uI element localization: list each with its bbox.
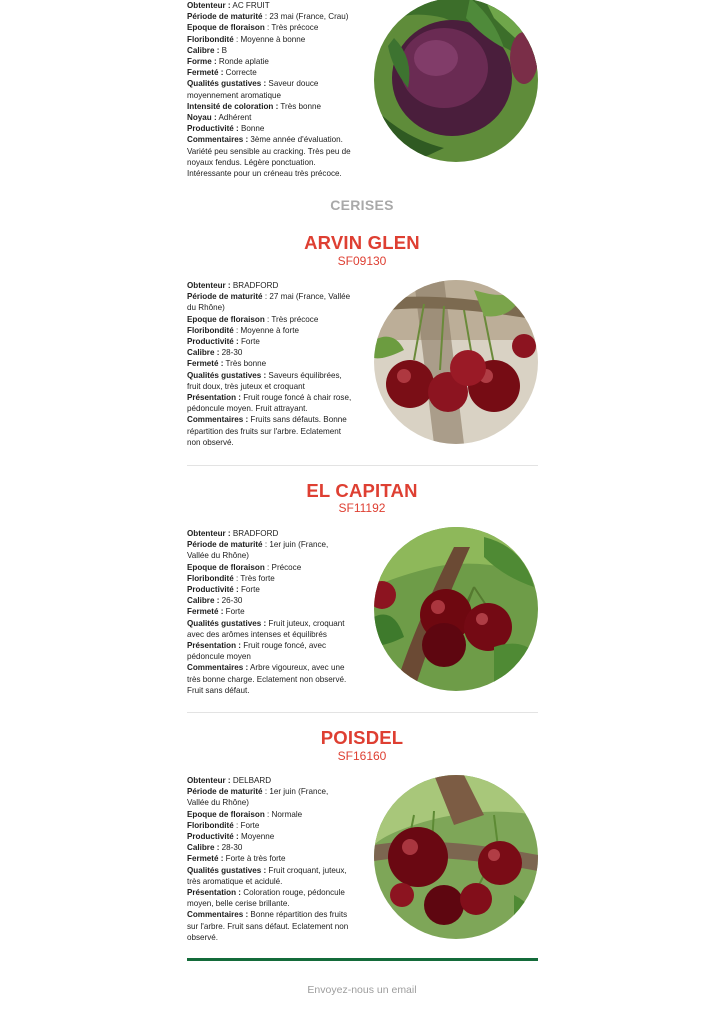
characteristic-value: DELBARD: [230, 776, 272, 785]
characteristic-label: Présentation :: [187, 641, 241, 651]
characteristic-value: 28-30: [219, 348, 243, 358]
characteristic-line: [187, 562, 352, 573]
characteristic-label: Commentaires :: [187, 415, 249, 425]
characteristic-value: 26-30: [219, 596, 243, 606]
characteristic-line: [187, 314, 352, 325]
characteristic-value: Saveurs équilibrées, fruit doux, très juteux et croquant: [187, 370, 342, 391]
characteristic-label: Qualités gustatives :: [187, 865, 267, 875]
characteristic-line: [187, 528, 352, 539]
characteristic-label: Période de maturité: [187, 12, 263, 22]
characteristic-label: Fermeté :: [187, 68, 224, 78]
characteristic-line: [187, 831, 352, 842]
characteristic-label: Qualités gustatives :: [187, 79, 267, 89]
characteristic-value: Ronde aplatie: [216, 57, 269, 67]
characteristic-label: Qualités gustatives :: [187, 370, 267, 380]
variety-code: SF11192: [338, 501, 386, 515]
characteristic-line: [187, 56, 352, 67]
characteristic-label: Epoque de floraison: [187, 809, 265, 819]
variety-characteristics: [187, 775, 352, 943]
characteristic-value: Très bonne: [223, 359, 267, 369]
characteristic-label: Floribondité: [187, 820, 234, 830]
characteristic-label: Période de maturité: [187, 787, 263, 797]
characteristic-label: Calibre :: [187, 843, 220, 853]
characteristic-value: : 23 mai (France, Crau): [262, 12, 349, 22]
characteristic-value: Fruit rouge foncé, avec pédoncule moyen: [187, 641, 327, 662]
characteristic-line: [187, 618, 352, 640]
characteristic-label: Commentaires :: [187, 135, 249, 145]
characteristic-line: [187, 112, 352, 123]
characteristic-value: : Moyenne à bonne: [233, 34, 306, 44]
characteristic-value: Forte à très forte: [223, 854, 286, 864]
characteristic-value: Saveur douce moyennement aromatique: [187, 79, 319, 100]
characteristic-line: [187, 291, 352, 313]
characteristic-value: AC FRUIT: [230, 1, 270, 10]
characteristic-label: Calibre :: [187, 596, 220, 606]
characteristic-value: : Très précoce: [264, 314, 319, 324]
characteristic-line: [187, 22, 352, 33]
characteristic-value: Bonne: [238, 124, 265, 134]
variety-code: SF09130: [337, 254, 387, 268]
characteristic-line: [187, 539, 352, 561]
variety-name: ARVIN GLEN: [304, 232, 420, 253]
characteristic-value: B: [219, 45, 228, 55]
characteristic-value: : Moyenne à forte: [233, 325, 300, 335]
characteristic-label: Forme :: [187, 57, 217, 67]
characteristic-line: [187, 34, 352, 45]
characteristic-label: Qualités gustatives :: [187, 618, 267, 628]
variety-characteristics: [187, 280, 352, 448]
characteristic-label: Floribondité: [187, 34, 234, 44]
characteristic-line: [187, 0, 352, 11]
characteristic-value: Adhérent: [216, 113, 252, 123]
variety-name: EL CAPITAN: [306, 480, 418, 501]
characteristic-line: [187, 820, 352, 831]
characteristic-label: Période de maturité: [187, 292, 263, 302]
separator: [187, 465, 538, 466]
characteristic-label: Calibre :: [187, 348, 220, 358]
characteristic-value: BRADFORD: [230, 529, 279, 538]
characteristic-line: [187, 11, 352, 22]
characteristic-label: Obtenteur :: [187, 281, 231, 290]
characteristic-line: [187, 67, 352, 78]
characteristic-line: [187, 640, 352, 662]
characteristic-label: Epoque de floraison: [187, 23, 265, 33]
characteristic-line: [187, 347, 352, 358]
characteristic-value: : Forte: [233, 820, 260, 830]
characteristic-line: [187, 573, 352, 584]
characteristic-value: Fruit juteux, croquant avec des arômes intenses et équilibrés: [187, 618, 345, 639]
footer-rule: [187, 958, 538, 961]
characteristic-value: Correcte: [223, 68, 257, 78]
characteristic-value: Fruits sans défauts. Bonne répartition des fruits sur l'arbre. Eclatement non observé.: [187, 415, 347, 447]
characteristic-label: Présentation :: [187, 888, 241, 898]
characteristic-line: [187, 887, 352, 909]
characteristic-label: Productivité :: [187, 832, 239, 842]
characteristic-label: Fermeté :: [187, 607, 224, 617]
characteristic-line: [187, 909, 352, 943]
characteristic-label: Fermeté :: [187, 854, 224, 864]
characteristic-line: [187, 123, 352, 134]
variety-name: POISDEL: [320, 727, 404, 748]
characteristic-line: [187, 414, 352, 448]
cherry-photo-poisdel: [374, 775, 538, 939]
characteristic-line: [187, 358, 352, 369]
intro-characteristics: [187, 0, 352, 179]
characteristic-label: Epoque de floraison: [187, 314, 265, 324]
characteristic-value: Moyenne: [238, 832, 275, 842]
separator: [187, 712, 538, 713]
characteristic-label: Commentaires :: [187, 910, 249, 920]
characteristic-value: BRADFORD: [230, 281, 279, 290]
characteristic-label: Calibre :: [187, 45, 220, 55]
characteristic-value: Forte: [223, 607, 245, 617]
characteristic-label: Floribondité: [187, 325, 234, 335]
characteristic-line: [187, 842, 352, 853]
characteristic-value: Arbre vigoureux, avec une très bonne charge. Eclatement non observé. Fruit sans défaut.: [187, 663, 347, 695]
characteristic-line: [187, 336, 352, 347]
characteristic-value: Coloration rouge, pédoncule moyen, belle cerise brillante.: [187, 888, 345, 909]
characteristic-label: Obtenteur :: [187, 529, 231, 538]
characteristic-line: [187, 595, 352, 606]
characteristic-label: Productivité :: [187, 585, 239, 595]
characteristic-label: Présentation :: [187, 393, 241, 403]
category-heading: CERISES: [330, 197, 394, 213]
characteristic-line: [187, 45, 352, 56]
characteristic-label: Productivité :: [187, 124, 239, 134]
characteristic-label: Obtenteur :: [187, 776, 231, 785]
characteristic-line: [187, 280, 352, 291]
characteristic-value: : 1er juin (France, Vallée du Rhône): [187, 540, 329, 561]
characteristic-line: [187, 101, 352, 112]
characteristic-label: Période de maturité: [187, 540, 263, 550]
characteristic-value: : Très forte: [233, 573, 275, 583]
characteristic-label: Noyau :: [187, 113, 217, 123]
cherry-photo-arvin-glen: [374, 280, 538, 444]
cherry-photo-el-capitan: [374, 527, 538, 691]
variety-characteristics: [187, 528, 352, 696]
characteristic-line: [187, 78, 352, 100]
characteristic-label: Obtenteur :: [187, 1, 231, 10]
characteristic-value: Forte: [238, 585, 260, 595]
characteristic-value: Forte: [238, 337, 260, 347]
characteristic-line: [187, 584, 352, 595]
characteristic-line: [187, 392, 352, 414]
characteristic-value: 28-30: [219, 843, 243, 853]
characteristic-value: : Précoce: [264, 562, 302, 572]
fruit-photo-nectarine: [374, 0, 538, 162]
characteristic-label: Commentaires :: [187, 663, 249, 673]
characteristic-label: Fermeté :: [187, 359, 224, 369]
characteristic-value: : Normale: [264, 809, 303, 819]
characteristic-line: [187, 325, 352, 336]
variety-code: SF16160: [337, 749, 387, 763]
characteristic-value: Fruit croquant, juteux, très aromatique et acidulé.: [187, 865, 347, 886]
characteristic-line: [187, 786, 352, 808]
email-link[interactable]: Envoyez-nous un email: [307, 984, 417, 996]
characteristic-value: Fruit rouge foncé à chair rose, pédoncule moyen. Fruit attrayant.: [187, 393, 352, 414]
characteristic-value: : 27 mai (France, Vallée du Rhône): [187, 292, 351, 313]
characteristic-line: [187, 809, 352, 820]
characteristic-line: [187, 865, 352, 887]
characteristic-label: Floribondité: [187, 573, 234, 583]
characteristic-value: Bonne répartition des fruits sur l'arbre. Fruit sans défaut. Eclatement non observé.: [187, 910, 349, 942]
characteristic-label: Epoque de floraison: [187, 562, 265, 572]
characteristic-value: : Très précoce: [264, 23, 319, 33]
characteristic-line: [187, 370, 352, 392]
characteristic-line: [187, 606, 352, 617]
characteristic-value: Très bonne: [278, 101, 322, 111]
characteristic-value: 3ème année d'évaluation. Variété peu sensible au cracking. Très peu de noyaux fendus. Légère ponctuation. Intéressante pour un créneau très précoce.: [187, 135, 351, 179]
characteristic-value: : 1er juin (France, Vallée du Rhône): [187, 787, 329, 808]
characteristic-line: [187, 134, 352, 179]
characteristic-label: Intensité de coloration :: [187, 101, 279, 111]
characteristic-line: [187, 775, 352, 786]
characteristic-line: [187, 853, 352, 864]
characteristic-line: [187, 662, 352, 696]
characteristic-label: Productivité :: [187, 337, 239, 347]
